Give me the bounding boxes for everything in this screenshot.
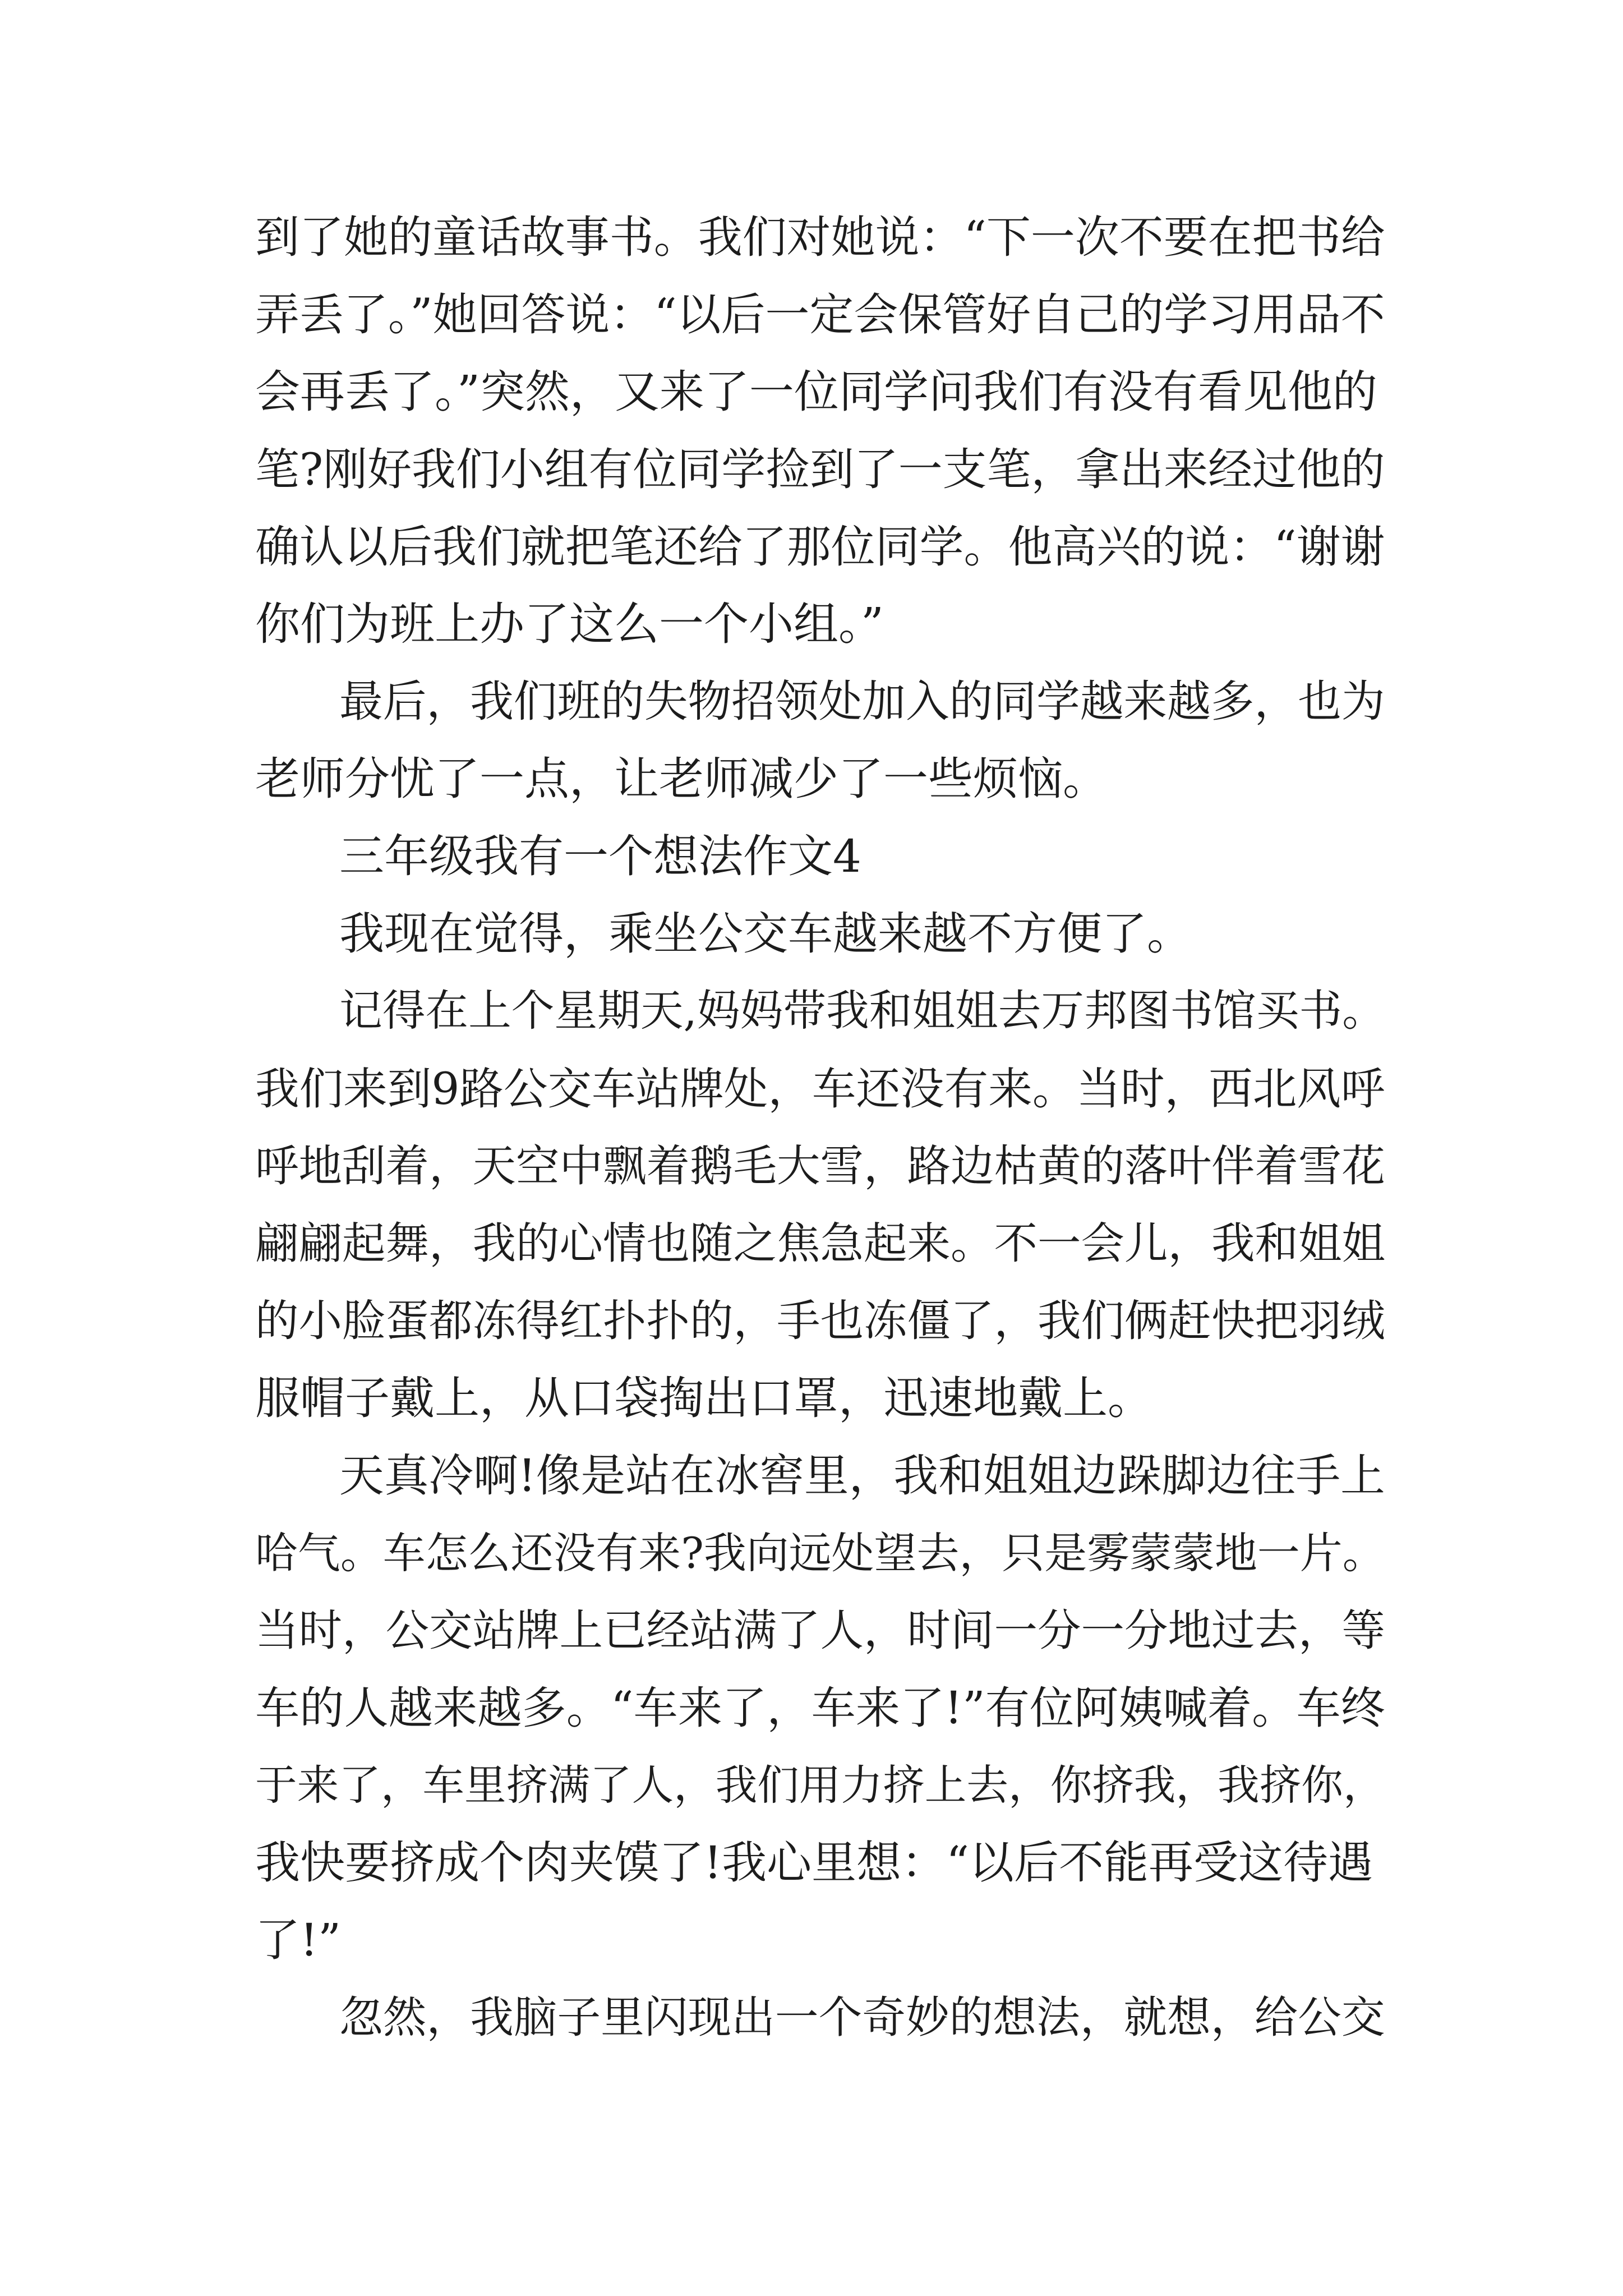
text-line: 呼地刮着，天空中飘着鹅毛大雪，路边枯黄的落叶伴着雪花	[255, 1141, 1386, 1191]
text-line: 于来了，车里挤满了人，我们用力挤上去，你挤我，我挤你，	[255, 1761, 1385, 1810]
text-line: 确认以后我们就把笔还给了那位同学。他高兴的说：“谢谢	[255, 521, 1385, 573]
paragraph-first-line: 记得在上个星期天,妈妈带我和姐姐去万邦图书馆买书。	[339, 986, 1385, 1036]
text-line: 弄丢了。”她回答说：“以后一定会保管好自己的学习用品不	[255, 289, 1385, 341]
text-line: 到了她的童话故事书。我们对她说：“下一次不要在把书给	[255, 211, 1385, 263]
text-line: 我快要挤成个肉夹馍了!我心里想：“以后不能再受这待遇	[255, 1837, 1373, 1889]
paragraph-first-line: 我现在觉得，乘坐公交车越来越不方便了。	[339, 908, 1192, 960]
text-line: 老师分忧了一点，让老师减少了一些烦恼。	[255, 753, 1108, 805]
text-line: 笔?刚好我们小组有位同学捡到了一支笔，拿出来经过他的	[255, 444, 1385, 495]
text-line: 会再丢了。”突然，又来了一位同学问我们有没有看见他的	[255, 366, 1377, 418]
text-line: 车的人越来越多。“车来了，车来了!”有位阿姨喊着。车终	[255, 1682, 1385, 1734]
text-line: 了!”	[255, 1914, 342, 1966]
text-line: 的小脸蛋都冻得红扑扑的，手也冻僵了，我们俩赶快把羽绒	[255, 1296, 1386, 1346]
text-line: 我们来到9路公交车站牌处，车还没有来。当时，西北风呼	[255, 1063, 1385, 1115]
section-heading: 三年级我有一个想法作文4	[339, 830, 861, 882]
text-line: 你们为班上办了这么一个小组。”	[255, 598, 884, 650]
text-line: 当时，公交站牌上已经站满了人，时间一分一分地过去，等	[255, 1605, 1386, 1656]
paragraph-first-line: 天真冷啊!像是站在冰窖里，我和姐姐边跺脚边往手上	[339, 1450, 1385, 1502]
text-line: 哈气。车怎么还没有来?我向远处望去，只是雾蒙蒙地一片。	[255, 1529, 1385, 1578]
text-line: 翩翩起舞，我的心情也随之焦急起来。不一会儿，我和姐姐	[255, 1218, 1386, 1269]
paragraph-first-line: 忽然，我脑子里闪现出一个奇妙的想法，就想，给公交	[339, 1993, 1385, 2043]
text-line: 服帽子戴上，从口袋掏出口罩，迅速地戴上。	[255, 1372, 1152, 1424]
paragraph-first-line: 最后，我们班的失物招领处加入的同学越来越多，也为	[339, 677, 1385, 727]
